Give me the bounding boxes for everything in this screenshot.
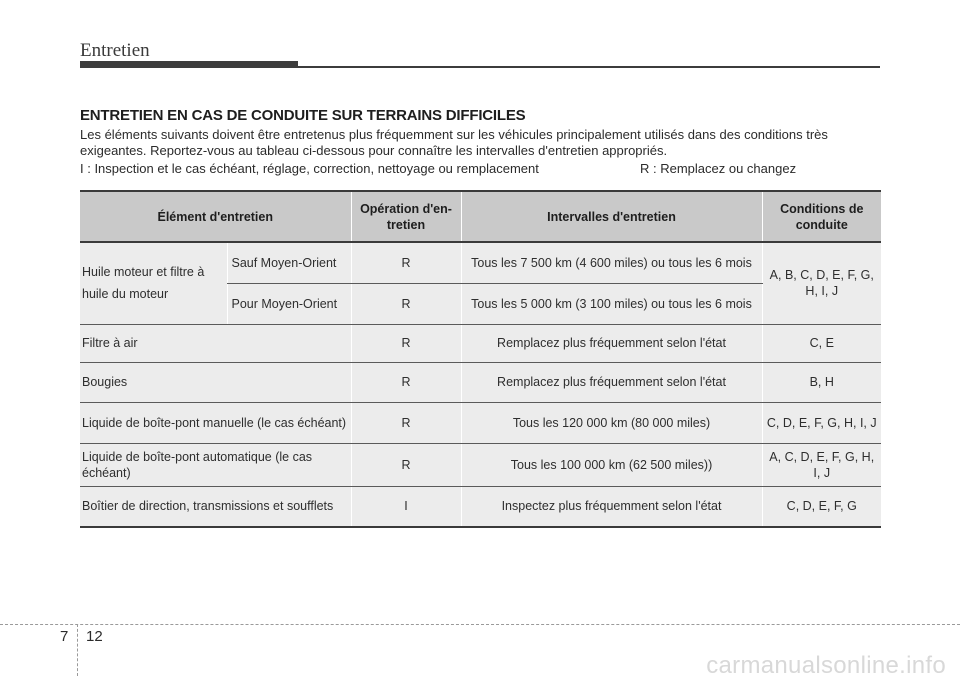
cell-interval: Tous les 120 000 km (80 000 miles)	[461, 402, 762, 443]
table-row	[80, 443, 881, 486]
cell-region: Sauf Moyen-Orient	[227, 242, 351, 283]
cell-operation: R	[351, 402, 461, 443]
cell-region: Pour Moyen-Orient	[227, 283, 351, 324]
cell-operation: R	[351, 362, 461, 402]
header-rule	[298, 66, 880, 68]
table-row	[80, 324, 881, 362]
legend-replace: R : Remplacez ou changez	[640, 161, 797, 176]
cell-interval: Tous les 100 000 km (62 500 miles))	[461, 443, 762, 486]
cell-operation: I	[351, 486, 461, 527]
header-intervals: Intervalles d'entretien	[461, 191, 762, 242]
cell-conditions: C, E	[762, 324, 881, 362]
cell-operation: R	[351, 324, 461, 362]
table-row	[80, 362, 881, 402]
cell-interval: Remplacez plus fréquemment selon l'état	[461, 324, 762, 362]
cell-operation: R	[351, 443, 461, 486]
cell-interval: Tous les 7 500 km (4 600 miles) ou tous les 6 mois	[461, 242, 762, 283]
watermark-text: carmanualsonline.info	[706, 652, 946, 679]
section-title: ENTRETIEN EN CAS DE CONDUITE SUR TERRAINS DIFFICILES	[80, 107, 526, 124]
cell-interval: Inspectez plus fréquemment selon l'état	[461, 486, 762, 527]
cell-item: Boîtier de direction, transmissions et soufflets	[80, 486, 351, 527]
legend	[80, 161, 885, 177]
chapter-number: 7	[60, 628, 69, 645]
intro-paragraph: Les éléments suivants doivent être entretenus plus fréquemment sur les véhicules principalement utilisés dans des conditions très exigeantes. Reportez-vous au tableau ci-dessous pour connaître les intervalles d'entretien appropriés.	[80, 127, 828, 158]
cell-operation: R	[351, 242, 461, 283]
cell-item: Filtre à air	[80, 324, 351, 362]
cell-conditions: C, D, E, F, G, H, I, J	[762, 402, 881, 443]
table-row	[80, 486, 881, 527]
footer-dashed-divider	[77, 624, 78, 676]
table-header-row	[80, 191, 881, 242]
legend-inspection: I : Inspection et le cas échéant, réglage, correction, nettoyage ou remplacement	[80, 161, 539, 176]
header-element: Élément d'entretien	[80, 191, 351, 242]
table-row	[80, 242, 881, 283]
cell-interval: Tous les 5 000 km (3 100 miles) ou tous les 6 mois	[461, 283, 762, 324]
cell-conditions: A, C, D, E, F, G, H, I, J	[762, 443, 881, 486]
table-row	[80, 402, 881, 443]
cell-conditions: A, B, C, D, E, F, G, H, I, J	[762, 242, 881, 324]
cell-item-oil: Huile moteur et filtre à huile du moteur	[80, 242, 227, 324]
header-operation: Opération d'en-tretien	[351, 191, 461, 242]
page-header-title: Entretien	[80, 40, 150, 61]
cell-item: Liquide de boîte-pont manuelle (le cas échéant)	[80, 402, 351, 443]
header-conditions: Conditions de conduite	[762, 191, 881, 242]
maintenance-table	[80, 190, 881, 528]
cell-conditions: B, H	[762, 362, 881, 402]
footer-dashed-rule	[0, 624, 960, 625]
cell-item: Liquide de boîte-pont automatique (le cas échéant)	[80, 443, 351, 486]
cell-item: Bougies	[80, 362, 351, 402]
cell-conditions: C, D, E, F, G	[762, 486, 881, 527]
header-accent-bar	[80, 61, 298, 68]
cell-interval: Remplacez plus fréquemment selon l'état	[461, 362, 762, 402]
cell-operation: R	[351, 283, 461, 324]
page-number: 12	[86, 628, 103, 645]
